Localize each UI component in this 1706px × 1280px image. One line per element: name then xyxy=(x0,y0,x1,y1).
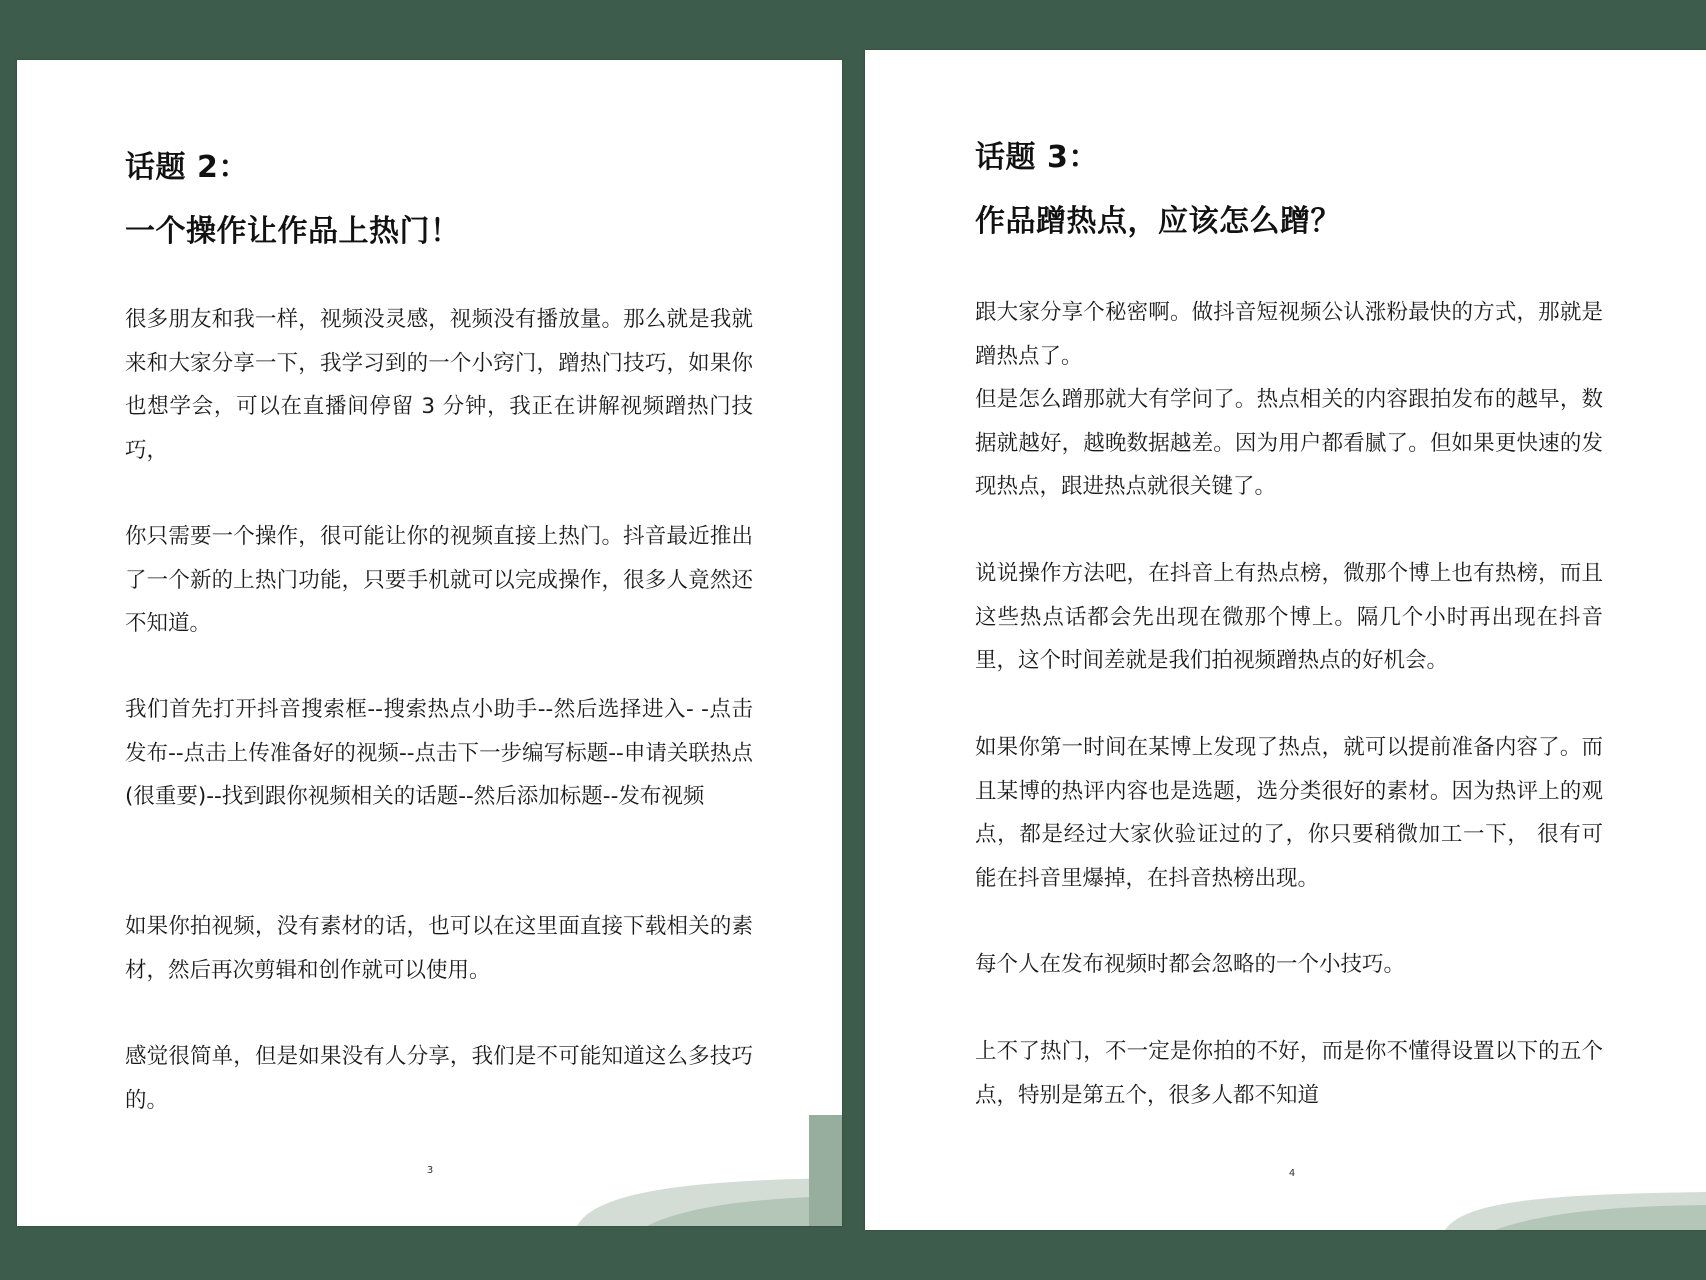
topic-title: 作品蹭热点，应该怎么蹭？ xyxy=(975,204,1341,239)
paragraph: 每个人在发布视频时都会忽略的一个小技巧。 xyxy=(975,952,1406,977)
paragraph: 如果你第一时间在某博上发现了热点，就可以提前准备内容了。而且某博的热评内容也是选题，选分类很好的素材。因为热评上的观点，都是经过大家伙验证过的了，你只要稍微加工一下， 很有可能在抖音里爆掉，在抖音热榜出现。 xyxy=(975,735,1603,891)
page-number: 4 xyxy=(1288,1168,1296,1179)
paragraph: 感觉很简单，但是如果没有人分享，我们是不可能知道这么多技巧的。 xyxy=(125,1044,753,1113)
corner-decoration xyxy=(577,1110,842,1226)
paragraph: 但是怎么蹭那就大有学问了。热点相关的内容跟拍发布的越早，数据就越好，越晚数据越差。因为用户都看腻了。但如果更快速的发现热点，跟进热点就很关键了。 xyxy=(975,387,1603,499)
paragraph: 你只需要一个操作，很可能让你的视频直接上热门。抖音最近推出了一个新的上热门功能，只要手机就可以完成操作，很多人竟然还不知道。 xyxy=(125,524,753,636)
paragraph: 我们首先打开抖音搜索框--搜索热点小助手--然后选择进入- -点击发布--点击上传准备好的视频--点击下一步编写标题--申请关联热点(很重要)--找到跟你视频相关的话题--然后添加标题--发布视频 xyxy=(125,697,753,809)
topic-label: 话题 3： xyxy=(975,140,1099,175)
paragraph: 跟大家分享个秘密啊。做抖音短视频公认涨粉最快的方式，那就是蹭热点了。 xyxy=(975,300,1603,369)
paragraph: 很多朋友和我一样，视频没灵感，视频没有播放量。那么就是我就来和大家分享一下，我学习到的一个小窍门，蹭热门技巧，如果你也想学会，可以在直播间停留 3 分钟，我正在讲解视频蹭热门技巧， xyxy=(125,307,753,463)
document-page-3 xyxy=(17,60,842,1226)
paragraph: 上不了热门，不一定是你拍的不好，而是你不懂得设置以下的五个点，特别是第五个，很多人都不知道 xyxy=(975,1039,1603,1108)
paragraph: 如果你拍视频，没有素材的话，也可以在这里面直接下载相关的素材，然后再次剪辑和创作就可以使用。 xyxy=(125,914,753,983)
page-number: 3 xyxy=(426,1165,434,1176)
paragraph: 说说操作方法吧，在抖音上有热点榜，微那个博上也有热榜，而且这些热点话都会先出现在微那个博上。隔几个小时再出现在抖音里，这个时间差就是我们拍视频蹭热点的好机会。 xyxy=(975,561,1603,673)
topic-title: 一个操作让作品上热门！ xyxy=(125,214,461,249)
document-page-4 xyxy=(865,50,1706,1230)
topic-label: 话题 2： xyxy=(125,150,249,185)
corner-decoration xyxy=(1445,1160,1706,1230)
